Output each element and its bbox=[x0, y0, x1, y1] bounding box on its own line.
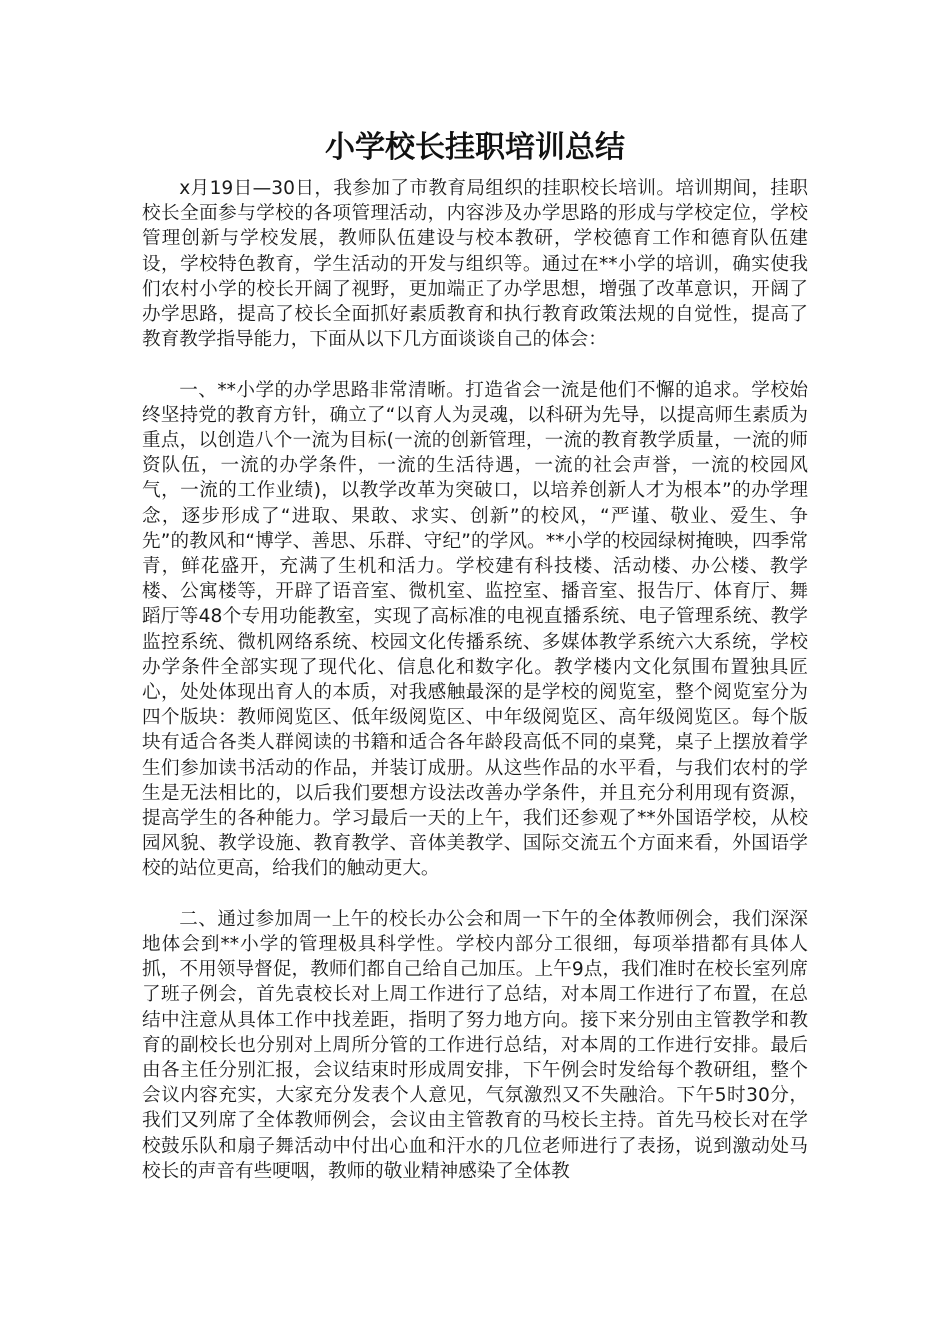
section-two-paragraph: 二、通过参加周一上午的校长办公会和周一下午的全体教师例会，我们深深地体会到**小学的管理极具科学性。学校内部分工很细，每项举措都有具体人抓，不用领导督促，教师们都自己给自己加压。上午9点，我们准时在校长室列席了班子例会，首先袁校长对上周工作进行了总结，对本周工作进行了布置，在总结中注意从具体工作中找差距，指明了努力地方向。接下来分别由主管教学和教育的副校长也分别对上周所分管的工作进行总结，对本周的工作进行安排。最后由各主任分别汇报，会议结束时形成周安排，下午例会时发给每个教研组，整个会议内容充实，大家充分发表个人意见，气氛激烈又不失融洽。下午5时30分，我们又列席了全体教师例会，会议由主管教育的马校长主持。首先马校长对在学校鼓乐队和扇子舞活动中付出心血和汗水的几位老师进行了表扬，说到激动处马校长的声音有些哽咽，教师的敬业精神感染了全体教 bbox=[142, 908, 808, 1182]
intro-paragraph: x月19日—30日，我参加了市教育局组织的挂职校长培训。培训期间，挂职校长全面参与学校的各项管理活动，内容涉及办学思路的形成与学校定位，学校管理创新与学校发展，教师队伍建设与校本教研，学校德育工作和德育队伍建设，学校特色教育，学生活动的开发与组织等。通过在**小学的培训，确实使我们农村小学的校长开阔了视野，更加端正了办学思想，增强了改革意识，开阔了办学思路，提高了校长全面抓好素质教育和执行教育政策法规的自觉性，提高了教育教学指导能力，下面从以下几方面谈谈自己的体会： bbox=[142, 178, 808, 351]
document-page bbox=[142, 128, 808, 1184]
section-one-paragraph: 一、**小学的办学思路非常清晰。打造省会一流是他们不懈的追求。学校始终坚持党的教育方针，确立了“以育人为灵魂，以科研为先导，以提高师生素质为重点，以创造八个一流为目标(一流的创新管理，一流的教育教学质量，一流的师资队伍，一流的办学条件，一流的生活待遇，一流的社会声誉，一流的校园风气，一流的工作业绩)，以教学改革为突破口，以培养创新人才为根本”的办学理念，逐步形成了“进取、果敢、求实、创新”的校风，“严谨、敬业、爱生、争先”的教风和“博学、善思、乐群、守纪”的学风。**小学的校园绿树掩映，四季常青，鲜花盛开，充满了生机和活力。学校建有科技楼、活动楼、办公楼、教学楼、公寓楼等，开辟了语音室、微机室、监控室、播音室、报告厅、体育厅、舞蹈厅等48个专用功能教室，实现了高标准的电视直播系统、电子管理系统、教学监控系统、微机网络系统、校园文化传播系统、多媒体教学系统六大系统，学校办学条件全部实现了现代化、信息化和数字化。教学楼内文化氛围布置独具匠心，处处体现出育人的本质，对我感触最深的是学校的阅览室，整个阅览室分为四个版块：教师阅览区、低年级阅览区、中年级阅览区、高年级阅览区。每个版块有适合各类人群阅读的书籍和适合各年龄段高低不同的桌凳，桌子上摆放着学生们参加读书活动的作品，并装订成册。从这些作品的水平看，与我们农村的学生是无法相比的，以后我们要想方设法改善办学条件，并且充分利用现有资源，提高学生的各种能力。学习最后一天的上午，我们还参观了**外国语学校，从校园风貌、教学设施、教育教学、音体美教学、国际交流五个方面来看，外国语学校的站位更高，给我们的触动更大。 bbox=[142, 379, 808, 880]
document-title: 小学校长挂职培训总结 bbox=[325, 130, 625, 165]
